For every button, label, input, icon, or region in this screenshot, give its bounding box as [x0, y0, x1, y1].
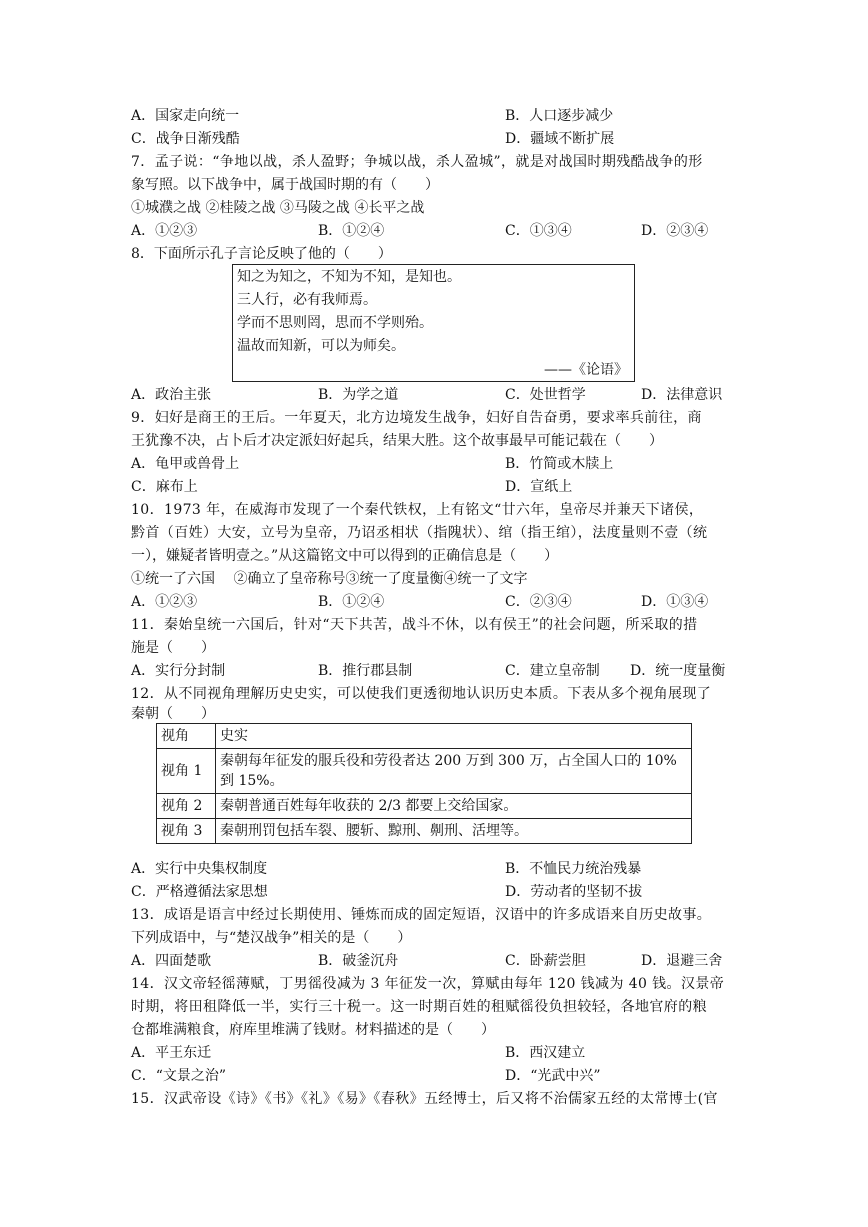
q14-stem-line3: 仓都堆满粮食，府库里堆满了钱财。材料描述的是（ ） [131, 1022, 495, 1038]
q7-items: ①城濮之战 ②桂陵之战 ③马陵之战 ④长平之战 [131, 200, 425, 216]
q7-option-b: B．①②④ [318, 223, 385, 239]
table-row [157, 794, 692, 819]
q12-option-b: B．不恤民力统治残暴 [505, 861, 642, 877]
q8-quote-3: 学而不思则罔，思而不学则殆。 [237, 315, 433, 331]
q12-option-a: A．实行中央集权制度 [131, 861, 268, 877]
q12-option-c: C．严格遵循法家思想 [131, 884, 268, 900]
q7-option-d: D．②③④ [641, 223, 709, 239]
q9-stem-line1: 9．妇好是商王的王后。一年夏天，北方边境发生战争，妇好自告奋勇，要求率兵前往，商 [131, 410, 702, 426]
q11-option-a: A．实行分封制 [131, 663, 226, 679]
q6-option-b: B．人口逐步减少 [505, 108, 614, 124]
q11-stem-line2: 施是（ ） [131, 640, 215, 656]
q7-option-a: A．①②③ [131, 223, 198, 239]
q13-option-a: A．四面楚歌 [131, 953, 212, 969]
table-cell: 视角 2 [157, 794, 216, 819]
q8-quote-2: 三人行，必有我师焉。 [237, 292, 377, 308]
q8-option-d: D．法律意识 [641, 387, 723, 403]
q9-option-a: A．龟甲或兽骨上 [131, 456, 240, 472]
q6-option-a: A．国家走向统一 [131, 108, 240, 124]
q11-option-c: C．建立皇帝制 [505, 663, 600, 679]
q12-table [156, 723, 692, 844]
q14-option-c: C．“文景之治” [131, 1068, 227, 1084]
q8-option-b: B．为学之道 [318, 387, 399, 403]
table-cell: 视角 1 [157, 749, 216, 794]
q7-stem-line2: 象写照。以下战争中，属于战国时期的有（ ） [131, 177, 439, 193]
table-cell: 秦朝刑罚包括车裂、腰斩、黥刑、劓刑、活埋等。 [216, 819, 692, 844]
q9-option-d: D．宣纸上 [505, 479, 573, 495]
table-row [157, 819, 692, 844]
q14-stem-line1: 14．汉文帝轻徭薄赋，丁男徭役减为 3 年征发一次，算赋由每年 120 钱减为 40 钱。汉景帝 [131, 976, 725, 992]
q9-stem-line2: 王犹豫不决，占卜后才决定派妇好起兵，结果大胜。这个故事最早可能记载在（ ） [131, 433, 663, 449]
q12-stem-line1: 12．从不同视角理解历史史实，可以使我们更透彻地认识历史本质。下表从多个视角展现了 [131, 686, 712, 702]
table-cell: 视角 3 [157, 819, 216, 844]
q8-quote-source: ——《论语》 [544, 362, 628, 378]
q7-stem-line1: 7．孟子说：“争地以战，杀人盈野；争城以战，杀人盈城”，就是对战国时期残酷战争的形 [131, 154, 703, 170]
table-row [157, 749, 692, 794]
q10-stem-line1: 10．1973 年，在威海市发现了一个秦代铁权，上有铭文“廿六年，皇帝尽并兼天下诸侯， [131, 502, 704, 518]
q13-stem-line1: 13．成语是语言中经过长期使用、锤炼而成的固定短语，汉语中的许多成语来自历史故事。 [131, 907, 712, 923]
q15-stem-line1: 15．汉武帝设《诗》《书》《礼》《易》《春秋》五经博士，后又将不治儒家五经的太常博士(官 [131, 1091, 718, 1107]
q14-stem-line2: 时期，将田租降低一半，实行三十税一。这一时期百姓的租赋徭役负担较轻，各地官府的粮 [131, 999, 707, 1015]
q7-option-c: C．①③④ [505, 223, 572, 239]
q13-stem-line2: 下列成语中，与“楚汉战争”相关的是（ ） [131, 930, 412, 946]
q10-stem-line2: 黔首（百姓）大安，立号为皇帝，乃诏丞相状（指隗状）、绾（指王绾），法度量则不壹（统 [131, 525, 708, 541]
q8-quote-4: 温故而知新，可以为师矣。 [237, 338, 405, 354]
q11-option-d: D．统一度量衡 [630, 663, 726, 679]
q14-option-b: B．西汉建立 [505, 1045, 586, 1061]
q10-option-b: B．①②④ [318, 594, 385, 610]
table-cell: 秦朝普通百姓每年收获的 2/3 都要上交给国家。 [216, 794, 692, 819]
q10-option-d: D．①③④ [641, 594, 709, 610]
q10-stem-line3: 一），嫌疑者皆明壹之。”从这篇铭文中可以得到的正确信息是（ ） [131, 548, 559, 564]
q14-option-d: D．“光武中兴” [505, 1068, 601, 1084]
q6-option-d: D．疆域不断扩展 [505, 131, 615, 147]
q11-stem-line1: 11．秦始皇统一六国后，针对“天下共苦，战斗不休，以有侯王”的社会问题，所采取的措 [131, 617, 698, 633]
q8-quote-1: 知之为知之，不知为不知，是知也。 [237, 269, 461, 285]
q14-option-a: A．平王东迁 [131, 1045, 212, 1061]
table-header-cell: 视角 [157, 724, 216, 749]
q10-option-c: C．②③④ [505, 594, 572, 610]
q12-option-d: D．劳动者的坚韧不拔 [505, 884, 643, 900]
table-header-row [157, 724, 692, 749]
q13-option-d: D．退避三舍 [641, 953, 723, 969]
table-header-cell: 史实 [216, 724, 692, 749]
q8-quote-box [232, 264, 635, 382]
table-cell: 秦朝每年征发的服兵役和劳役者达 200 万到 300 万，占全国人口的 10%到 15%。 [216, 749, 692, 794]
q9-option-c: C．麻布上 [131, 479, 198, 495]
q8-stem: 8．下面所示孔子言论反映了他的（ ） [131, 246, 392, 262]
q13-option-b: B．破釜沉舟 [318, 953, 399, 969]
q10-items: ①统一了六国 ②确立了皇帝称号③统一了度量衡④统一了文字 [131, 571, 528, 587]
q8-option-a: A．政治主张 [131, 387, 212, 403]
q6-option-c: C．战争日渐残酷 [131, 131, 240, 147]
q11-option-b: B．推行郡县制 [318, 663, 413, 679]
q13-option-c: C．卧薪尝胆 [505, 953, 586, 969]
q10-option-a: A．①②③ [131, 594, 198, 610]
q12-stem-line2: 秦朝（ ） [131, 706, 215, 722]
q9-option-b: B．竹简或木牍上 [505, 456, 614, 472]
q8-option-c: C．处世哲学 [505, 387, 586, 403]
